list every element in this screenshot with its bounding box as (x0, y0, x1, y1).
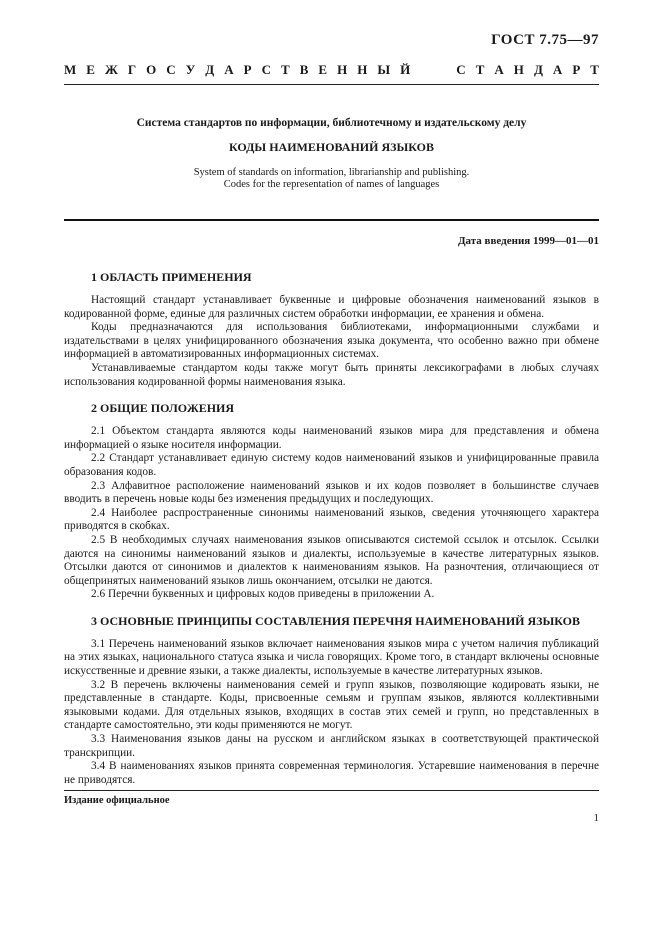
gost-number: ГОСТ 7.75—97 (491, 32, 599, 48)
banner-letter: Д (533, 62, 543, 77)
banner-letter: Н (337, 62, 348, 77)
paragraph: 2.5 В необходимых случаях наименования языков описываются системой ссылок и отсылок. Ссылки даются на синонимы наименований языков и диалекты, используемые в качестве литературных языков. Отсылки даются от синонимов и диалектов к наименованиям языков. На разночтения, отличающиеся от общепринятых наименований языков лишь окончанием, отсылки не даются. (64, 533, 599, 587)
banner-letter: А (224, 62, 234, 77)
document-title: КОДЫ НАИМЕНОВАНИЙ ЯЗЫКОВ (229, 140, 434, 154)
paragraph: 2.1 Объектом стандарта являются коды наименований языков мира для представления и обмена информацией о языке носителя информации. (64, 425, 599, 451)
banner-letter: Н (513, 62, 524, 77)
paragraph: Устанавливаемые стандартом коды также могут быть приняты лексикографами в любых случаях использования кодированной формы наименования языка. (64, 361, 599, 388)
section-heading: 3 ОСНОВНЫЕ ПРИНЦИПЫ СОСТАВЛЕНИЯ ПЕРЕЧНЯ НАИМЕНОВАНИЙ ЯЗЫКОВ (91, 613, 581, 628)
banner-letter: Е (318, 62, 328, 77)
banner-gap (420, 62, 446, 78)
english-title (64, 167, 599, 191)
paragraph: Коды предназначаются для использования библиотеками, информационными службами и издательствами в целях унифицированного обозначения языка документа, что особенно важно при обмене информацией в автоматизированных информационных системах. (64, 321, 599, 361)
edition-label: Издание официальное (64, 795, 170, 806)
section-heading: 1 ОБЛАСТЬ ПРИМЕНЕНИЯ (91, 270, 252, 284)
document-body (64, 270, 599, 787)
banner-letter: Р (243, 62, 252, 77)
banner-letter: О (146, 62, 157, 77)
banner-letter: Р (572, 62, 581, 77)
banner-letter: В (299, 62, 309, 77)
banner-letter: Т (475, 62, 485, 77)
paragraph: 2.3 Алфавитное расположение наименований языков и их кодов позволяет в большинстве случаев вводить в перечень новые коды без изменения предыдущих и последующих. (64, 479, 599, 506)
banner-letter: Т (590, 62, 599, 77)
english-title-line: System of standards on information, librarianship and publishing. (193, 167, 470, 178)
banner-letter: С (456, 62, 466, 77)
banner-letter: Т (281, 62, 290, 77)
paragraph: 3.1 Перечень наименований языков включает наименования языков мира с учетом наличия публикаций на этих языках, национального статуса языка и числа говорящих. Кроме того, в стандарт включены основные искусственные и древние языки, а также диалекты, используемые в качестве литературных языков. (64, 637, 599, 678)
english-title-line: Codes for the representation of names of languages (223, 179, 440, 190)
paragraph: 2.6 Перечни буквенных и цифровых кодов приведены в приложении А. (91, 588, 435, 601)
banner-letter: Ж (104, 62, 118, 77)
section-heading: 2 ОБЩИЕ ПОЛОЖЕНИЯ (91, 401, 235, 416)
paragraph: 2.2 Стандарт устанавливает единую систему кодов наименований языков и унифицированные правила образования кодов. (64, 452, 599, 478)
banner-letter: Е (86, 62, 95, 77)
banner-letter: У (185, 62, 196, 77)
paragraph: Настоящий стандарт устанавливает буквенные и цифровые обозначения наименований языков в кодированной форме, единые для различных систем обработки информации, ее хранения и обмена. (64, 294, 599, 320)
banner-letter: Ы (377, 62, 391, 77)
footer-divider (64, 790, 599, 791)
paragraph: 3.4 В наименованиях языков принята современная терминология. Устаревшие наименования в перечне не приводятся. (64, 760, 599, 786)
banner-letter: С (261, 62, 271, 77)
banner-letter: Н (357, 62, 368, 77)
banner-letter: М (64, 62, 77, 77)
page-number: 1 (593, 812, 599, 824)
banner-letter: С (166, 62, 176, 77)
header-divider (64, 84, 599, 85)
paragraph: 3.2 В перечень включены наименования семей и групп языков, позволяющие кодировать языки, не представленные в стандарте. Коды, присвоенные семьям и группам языков, являются коллективными языковыми кодами. Для отдельных языков, входящих в состав этих семей и групп, но представленных в стандарте самостоятельно, эти коды применяются не могут. (64, 678, 599, 732)
paragraph: 3.3 Наименования языков даны на русском и английском языках в соответствующей практической транскрипции. (64, 733, 599, 759)
standard-banner (64, 62, 599, 78)
banner-letter: А (552, 62, 563, 77)
intro-date: Дата введения 1999—01—01 (457, 235, 599, 247)
banner-letter: Г (127, 62, 137, 77)
title-divider (64, 219, 599, 221)
standard-series: Система стандартов по информации, библиотечному и издательскому делу (136, 117, 527, 129)
banner-letter: Д (205, 62, 215, 77)
banner-letter: А (494, 62, 504, 77)
banner-letter: Й (400, 62, 411, 77)
paragraph: 2.4 Наиболее распространенные синонимы наименований языков, сведения уточняющего характера приводятся в скобках. (64, 506, 599, 533)
